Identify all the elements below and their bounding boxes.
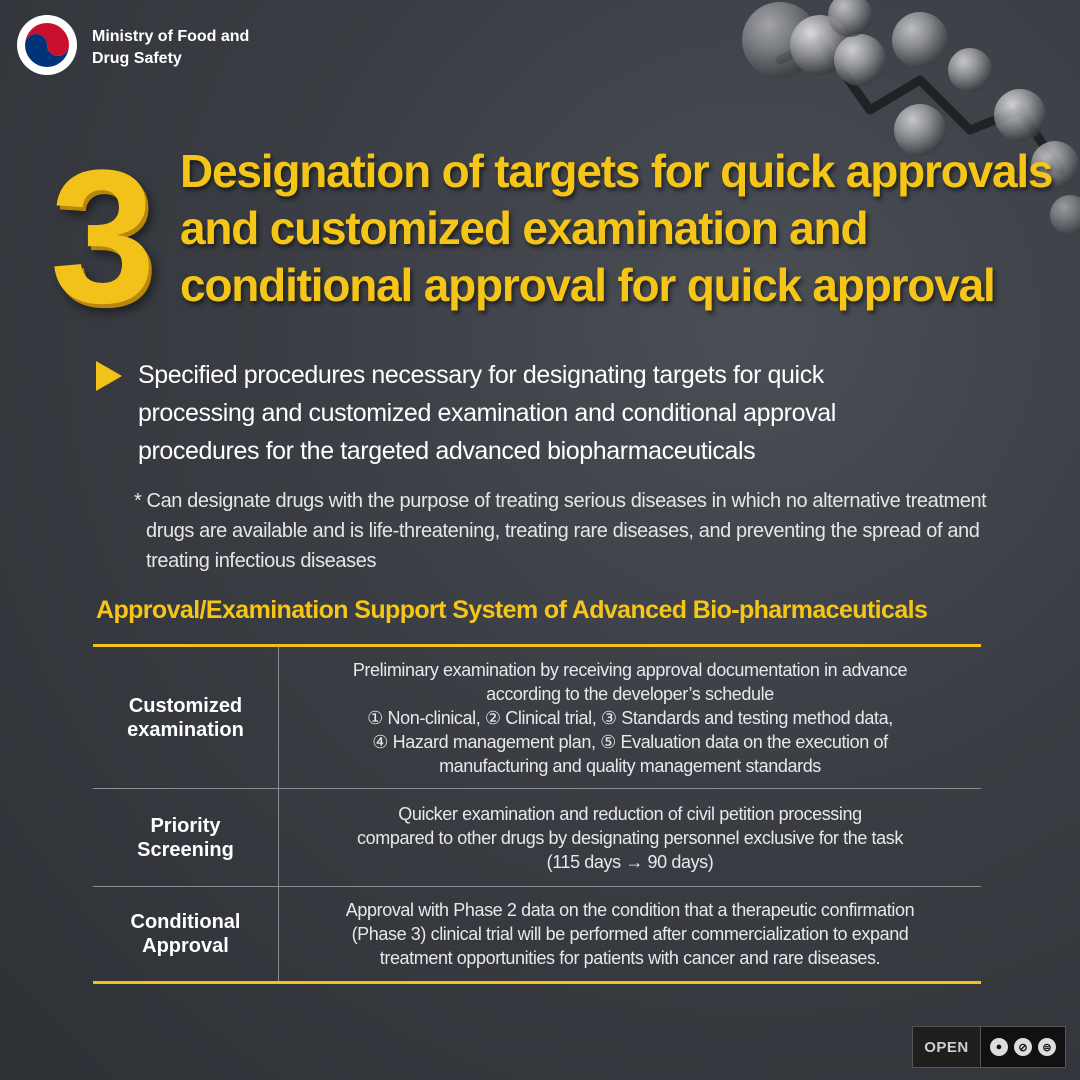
footnote: * Can designate drugs with the purpose of treating serious diseases in which no alternative treatment drugs are available and is life-threatening, treating rare diseases, and preventing the spread of and treating infectious diseases (134, 490, 987, 572)
ministry-name-line-2: Drug Safety (92, 50, 182, 67)
title-line-3: conditional approval for quick approval (180, 259, 995, 311)
description-line: (Phase 3) clinical trial will be performed after commercialization to expand (351, 924, 909, 944)
section-number: 3 (50, 131, 150, 343)
section-title: Approval/Examination Support System of Advanced Bio-pharmaceuticals (96, 596, 928, 624)
row-label (93, 789, 279, 886)
title-line-2: and customized examination and (180, 202, 868, 254)
page-title (180, 143, 1060, 314)
row-description (279, 789, 981, 886)
license-icons (981, 1027, 1065, 1067)
non-commercial-icon: ⊘ (1014, 1038, 1032, 1056)
description-line: according to the developer’s schedule (486, 683, 774, 704)
no-derivatives-icon: ⊜ (1038, 1038, 1056, 1056)
bullet-text (138, 356, 996, 470)
description-line: compared to other drugs by designating personnel exclusive for the task (357, 827, 903, 848)
triangle-bullet-icon (96, 361, 122, 391)
table-row (93, 887, 981, 981)
ministry-name (92, 26, 312, 70)
row-label (93, 887, 279, 981)
open-mark (913, 1027, 981, 1067)
title-line-1: Designation of targets for quick approvals (180, 145, 1053, 197)
table-row (93, 789, 981, 887)
description-line: manufacturing and quality management standards (439, 755, 821, 776)
table-row (93, 647, 981, 789)
row-label-line: Conditional (130, 911, 241, 933)
description-line: ① Non-clinical, ② Clinical trial, ③ Standards and testing method data, (367, 707, 893, 728)
description-line: Preliminary examination by receiving approval documentation in advance (352, 659, 908, 680)
row-label-line: Customized (128, 694, 243, 717)
description-line: Approval with Phase 2 data on the condition that a therapeutic confirmation (345, 900, 915, 920)
row-description (279, 887, 981, 981)
row-label (93, 647, 279, 788)
row-label-line: Screening (137, 838, 234, 861)
open-license-badge (912, 1026, 1066, 1068)
ministry-name-line-1: Ministry of Food and (92, 28, 250, 45)
description-line: (115 days → 90 days) (546, 851, 714, 872)
open-label: OPEN (924, 1038, 969, 1056)
description-line: Quicker examination and reduction of civil petition processing (398, 803, 862, 824)
support-system-table (93, 644, 981, 984)
row-description (279, 647, 981, 788)
bullet-line-2: processing and customized examination and conditional approval (138, 399, 836, 427)
bullet-point (96, 356, 996, 470)
bullet-line-1: Specified procedures necessary for designating targets for quick (138, 361, 824, 389)
bullet-line-3: procedures for the targeted advanced biopharmaceuticals (138, 437, 756, 465)
government-emblem-icon (16, 14, 78, 76)
row-label-line: Approval (142, 935, 229, 957)
description-line: ④ Hazard management plan, ⑤ Evaluation data on the execution of (372, 731, 888, 752)
row-label-line: Priority (150, 814, 221, 837)
attribution-icon: ● (990, 1038, 1008, 1056)
row-label-line: examination (127, 718, 244, 741)
description-line: treatment opportunities for patients with cancer and rare diseases. (379, 948, 881, 968)
